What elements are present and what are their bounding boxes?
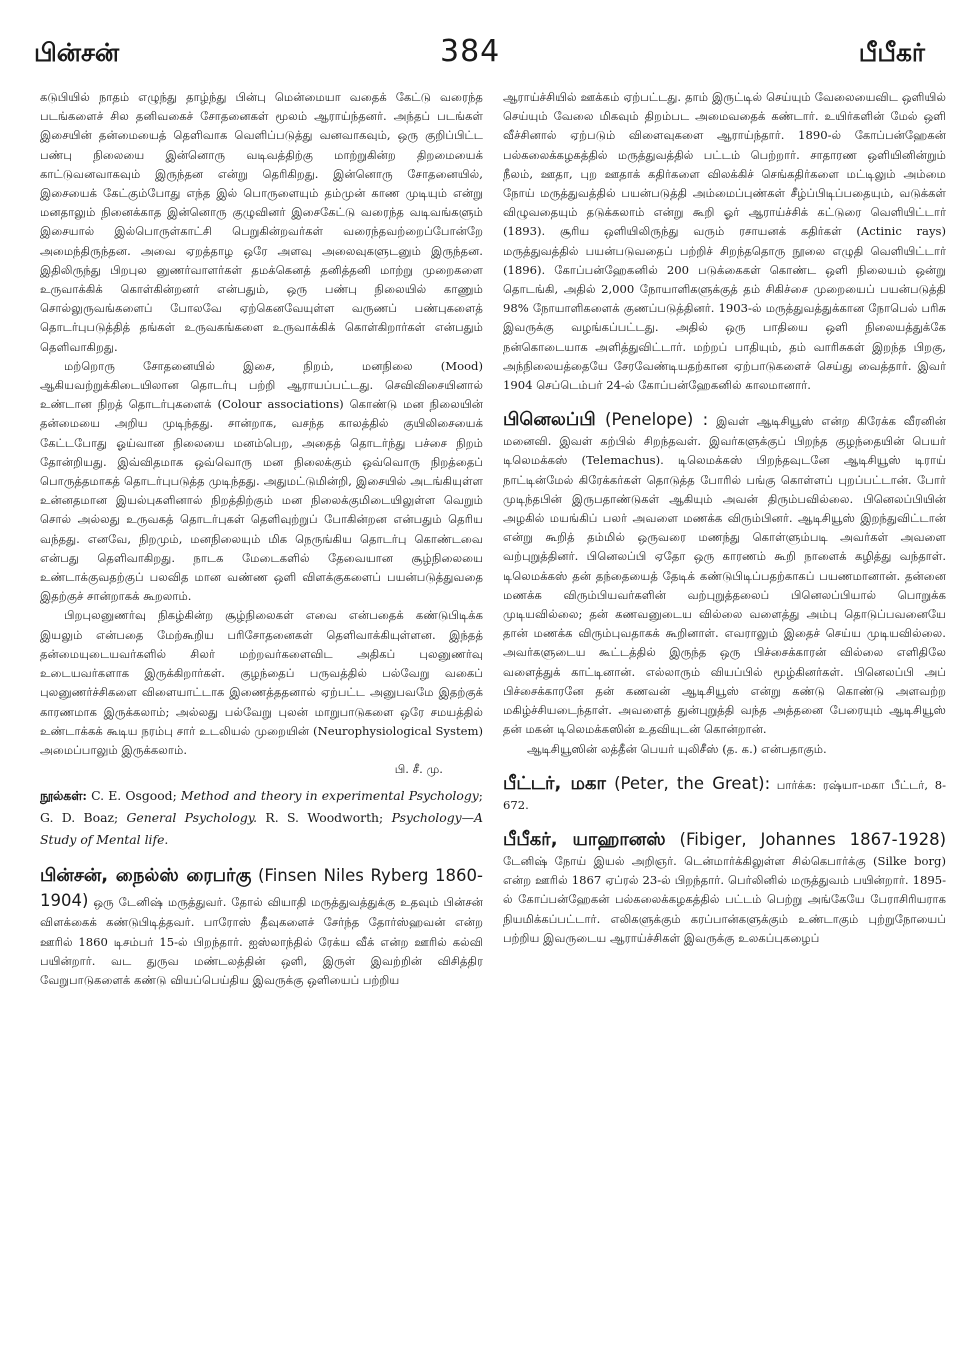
paragraph: ஆராய்ச்சியில் ஊக்கம் ஏற்பட்டது. தாம் இருட்டில் செய்யும் வேலையைவிட ஒளியில் செய்யும் வேலை மிகவும் திறம்பட அமைவதைக் கண்டார். உயிர்களின் மேல் ஒளி வீச்சினால் ஏற்படும் விளைவுகளை ஆராய்ந்தார். 1890-ல் கோப்பன்ஹேகன் பல்கலைக்கழகத்தில் மருத்துவத்தில் பட்டம் பெற்றார். சாதாரண ஒளியினின்றும் நீலம், ஊதா, புற ஊதாக் கதிர்களை விலக்கிச் செங்கதிர்களை மட்டிலும் அம்மை நோய் மருத்துவத்தில் பயன்படுத்தி அம்மைப்புண்கள் சீழ்ப்பிடிப்பதையும், வடுக்கள் விழுவதையும் தடுக்கலாம் என்று கூறி ஓர் ஆராய்ச்சிக் கட்டுரை வெளியிட்டார் (1893). சூரிய ஒளியிலிருந்து வரும் ரசாயனக் கதிர்கள் (Actinic rays) மருத்துவத்தில் பயன்படுவதைப் பற்றிச் சிறந்ததொரு நூலை எழுதி வெளியிட்டார் (1896). கோப்பன்ஹேகனில் 200 படுக்கைகள் கொண்ட ஒளி நிலையம் ஒன்று தொடங்கி, அதில் 2,000 நோயாளிகளுக்குத் தம் சிகிச்சை முறையைப் பயன்படுத்தி 98% நோயாளிகளைக் குணப்படுத்தினர். 1903-ல் மருத்துவத்துக்கான நோபெல் பரிசு இவருக்கு வழங்கப்பட்டது. அதில் ஒரு பாதியை ஒளி நிலையத்துக்கே நன்கொடையாக அளித்துவிட்டார். மற்றப் பாதியும், தம் வாரிசுகள் இறந்த பிறகு, அந்நிலையத்தையே சேரவேண்டியதற்கான ஏற்பாடுகளைச் செய்து வைத்தார். இவர் 1904 செப்டெம்பர் 24-ல் கோப்பன்ஹேகனில் காலமானார். xyxy=(503,90,946,393)
reference-text: C. E. Osgood; xyxy=(86,788,181,804)
reference-title: Psychology—A Study of Mental life. xyxy=(40,810,483,848)
entry-text: டேனிஷ் நோய் இயல் அறிஞர். டென்மார்க்கிலுள்ள சில்கெபார்க்கு (Silke borg) என்ற ஊரில் 1867 ஏப்ரல் 23-ல் பிறந்தார். பெர்லினில் மருத்துவம் பயின்றார். 1895-ல் கோப்பன்ஹேகன் பல்கலைக்கழகத்தில் பட்டம் பெற்று அங்கேயே பேராசிரியராக நியமிக்கப்பட்டார். எலிகளுக்கும் கரப்பான்களுக்கும் உண்டாகும் புற்றுநோயைப் பற்றிய இவருடைய ஆராய்ச்சிகள் இவருக்கு உலகப்புகழைப் xyxy=(503,853,946,945)
entry-heading xyxy=(503,830,946,849)
references xyxy=(40,785,483,851)
right-column xyxy=(503,88,946,1348)
paragraph: கடுபியில் நாதம் எழுந்து தாழ்ந்து பின்பு மென்மையா வதைக் கேட்டு வரைந்த படங்களைச் சில தனிவகைச் சோதனைகள் மூலம் ஆராய்ந்தனர். அந்தப் படங்கள் இசையின் தன்மையைத் தெளிவாக வெளிப்படுத்து வனவாகவும், ஒரு குறிப்பிட்ட பண்பு நிலையை இன்னொரு வடிவத்திற்கு மாற்றுகின்ற திறமையைக் காட்டுவனவாகவும் இருந்தன என்று தெரிகிறது. இன்னொரு சோதனையில், இசையைக் கேட்கும்போது எந்த இல் பொருளையும் தம்முன் காண முடியும் என்று மனதாலும் நினைக்காத இன்னொரு குழுவினர் இசைகேட்டு வரைந்த வடிவங்களும் இசையால் இல்பொருள்காட்சி பெறுகின்றவர்கள் வரைந்தவற்றைப்போன்றே அமைந்திருந்தன. அவை ஏறத்தாழ ஒரே அளவு அலைவுகளுடனும் இருந்தன. இதிலிருந்து பிறபுல னுணர்வாளர்கள் தமக்கெனத் தனித்தனி மாற்று முறைகளை உருவாக்கிக் கொள்கின்றனர் என்பதும், ஒரு பண்பு நிலையில் காணும் சொல்லுருவங்களைப் போலவே ஏற்கெனவேயுள்ள வருணப் பண்புகளைத் தொடர்புபடுத்தித் தங்கள் உருவகங்களை உருவாக்கிக் கொள்கிறார்கள் என்பதும் தெளிவாகிறது. xyxy=(40,90,483,354)
entry-latin: (Peter, the Great): xyxy=(605,773,771,793)
entry-heading xyxy=(503,774,770,793)
reference-title: Method and theory in experimental Psychology xyxy=(180,788,479,804)
entry-text: பார்க்க: ரஷ்யா-மகா பீட்டர், 8-672. xyxy=(503,777,946,812)
paragraph: பிறபுலனுணர்வு நிகழ்கின்ற சூழ்நிலைகள் எவை என்பதைக் கண்டுபிடிக்க இயலும் என்பதை மேற்கூறிய பரிசோதனைகள் தெளிவாக்கியுள்ளன. இந்தத் தன்மையுடையவர்களில் சிலர் மற்றவர்களைவிட அதிகப் புலனுணர்வு உடையவர்களாக இருக்கிறார்கள். குழந்தைப் பருவத்தில் பல்வேறு வகைப் புலனுணர்ச்சிகளை விளையாட்டாக இணைத்ததனால் ஏற்பட்ட அனுபவமே இதற்குக் காரணமாக இருக்கலாம்; அல்லது பல்வேறு புலன் மாறுபாடுகளை ஒரே சமயத்தில் உண்டாக்கக் கூடிய நரம்பு சார் உடலியல் முறையின் (Neurophysiological System) அமைப்பாலும் இருக்கலாம். xyxy=(40,608,483,757)
entry-latin: (Penelope) : xyxy=(595,410,709,430)
left-running-title: பின்சன் xyxy=(34,38,120,67)
entry-title: பீட்டர், மகா xyxy=(503,772,606,794)
entry-title: பின்சன், நைல்ஸ் ரைபர்கு xyxy=(40,865,252,887)
page-number: 384 xyxy=(440,34,501,69)
running-header xyxy=(0,0,967,80)
entry-title: பினெலப்பி xyxy=(503,409,596,431)
left-column xyxy=(40,88,483,1348)
entry-finsen xyxy=(40,863,483,990)
entry-text: இவள் ஆடிசியூஸ் என்ற கிரேக்க வீரனின் மனைவி. இவள் கற்பில் சிறந்தவள். இவர்களுக்குப் பிறந்த குழந்தையின் பெயர் டிலெமக்கஸ் (Telemachus). டிலெமக்கஸ் பிறந்தவுடனே ஆடிசியூஸ் டிராய் நாட்டின்மேல் கிரேக்கர்கள் தொடுத்த போரில் பங்கு கொள்ளப் புறப்பட்டான். போர் முடிந்தபின் இருபதாண்டுகள் ஆகியும் அவன் திரும்பவில்லை. பினெலப்பியின் அழகில் மயங்கிப் பலர் அவளை மணக்க விரும்பினர். ஆடிசியூஸ் இறந்துவிட்டான் என்று கூறித் தம்மில் ஒருவரை மணந்து கொள்ளும்படி அவர்கள் அவளை வற்புறுத்தினர். பினெலப்பி ஏதோ ஒரு காரணம் கூறி நாளைக் கழித்து வந்தாள். டிலெமக்கஸ் தன் தந்தையைத் தேடிக் கண்டுபிடிப்பதற்காகப் பயணமானான். தன்னை மணக்க விரும்பியவர்களின் வற்புறுத்தலைப் பினெலப்பியால் பொறுக்க முடியவில்லை; தன் கணவனுடைய வில்லை வளைத்து அம்பு தொடுப்பவனையே தான் மணக்க விரும்புவதாகக் கூறினாள். எவராலும் இதைச் செய்ய முடியவில்லை. அவர்களுடைய கூட்டத்தில் இருந்த ஒரு பிச்சைக்காரன் வில்லை எளிதிலே வளைத்துக் காட்டினான். எல்லாரும் வியப்பில் மூழ்கினர்கள். பினெலப்பி அப் பிச்சைக்காரனே தன் கணவன் ஆடிசியூஸ் என்று கண்டு கொண்டு அளவற்ற மகிழ்ச்சியடைந்தாள். அவளைத் துன்புறுத்தி வந்த அத்தனை பேரையும் ஆடிசியூஸ் தன் மகன் டிலெமக்கஸின் உதவியுடன் கொன்றான். xyxy=(503,414,946,737)
right-running-title: பீபீகர் xyxy=(858,38,925,67)
entry-title: பீபீகர், யாஹானஸ் xyxy=(503,828,666,850)
author-initials: பி. சீ. மு. xyxy=(394,762,443,777)
references-label: நூல்கள்: xyxy=(40,788,87,804)
entry-text: ஒரு டேனிஷ் மருத்துவர். தோல் வியாதி மருத்துவத்துக்கு உதவும் பின்சன் விளக்கைக் கண்டுபிடித்தவர். பாரோஸ் தீவுகளைச் சேர்ந்த தோர்ஸ்ஹவன் என்ற ஊரில் 1860 டிசம்பர் 15-ல் பிறந்தார். ஐஸ்லாந்தில் ரேக்ய வீக் என்ற ஊரில் கல்வி பயின்றார். வட துருவ மண்டலத்தின் ஒளி, இருள் இவற்றின் விசித்திர வேறுபாடுகளைக் கண்டு வியப்பெய்திய இவருக்கு ஒளியைப் பற்றிய xyxy=(40,895,483,987)
reference-title: General Psychology. xyxy=(126,810,258,826)
entry-heading xyxy=(503,410,708,429)
reference-text: ; G. D. Boaz; xyxy=(40,788,483,826)
entry-penelope xyxy=(503,407,946,758)
entry-latin: (Finsen Niles Ryberg 1860-1904) xyxy=(40,866,483,911)
entry-latin: (Fibiger, Johannes 1867-1928) xyxy=(665,829,946,849)
entry-fibiger xyxy=(503,827,946,948)
paragraph: மற்றொரு சோதனையில் இசை, நிறம், மனநிலை (Mood) ஆகியவற்றுக்கிடையிலான தொடர்பு பற்றி ஆராயப்பட்டது. செவிவிசையினால் உண்டான நிறத் தொடர்புகளைக் (Colour associations) கொண்டு மன நிலையின் தன்மையை அறிய முடிந்தது. சான்றாக, வசந்த காலத்தில் குயிலிசையைக் கேட்டபோது ஓய்வான நிலையை மனம்பெற, அதைத் தொடர்ந்து பச்சை நிறம் தோன்றியது. இவ்விதமாக ஒவ்வொரு மன நிலைக்கும் ஒவ்வொரு நிறத்தைப் பொருத்தமாகத் தொடர்புபடுத்த முடிந்தது. அதுமட்டுமின்றி, இசையில் அடங்கியுள்ள உன்னதமான இயல்புகளினால் நிறத்திற்கும் மன நிலைக்குமிடையிலுள்ள வெறும் சொல் அல்லது உருவகத் தொடர்புகள் தெளிவுற்றுப் போகின்றன என்பதும் தெரிய வந்தது. எனவே, நிறமும், மனநிலையும் மிக நெருங்கிய தொடர்பு கொண்டவை என்பது தெளிவாகிறது. நாடக மேடைகளில் தேவையான சூழ்நிலையை உண்டாக்குவதற்குப் பலவித மான வண்ண ஒளி விளக்குகளைப் பயன்படுத்துவதை இதற்குச் சான்றாகக் கூறலாம். xyxy=(40,358,483,604)
paragraph: ஆடிசியூஸின் லத்தீன் பெயர் யுலிசீஸ் (த. க.) என்பதாகும். xyxy=(527,741,827,756)
reference-text: R. S. Woodworth; xyxy=(257,810,392,826)
entry-peter-the-great xyxy=(503,771,946,815)
